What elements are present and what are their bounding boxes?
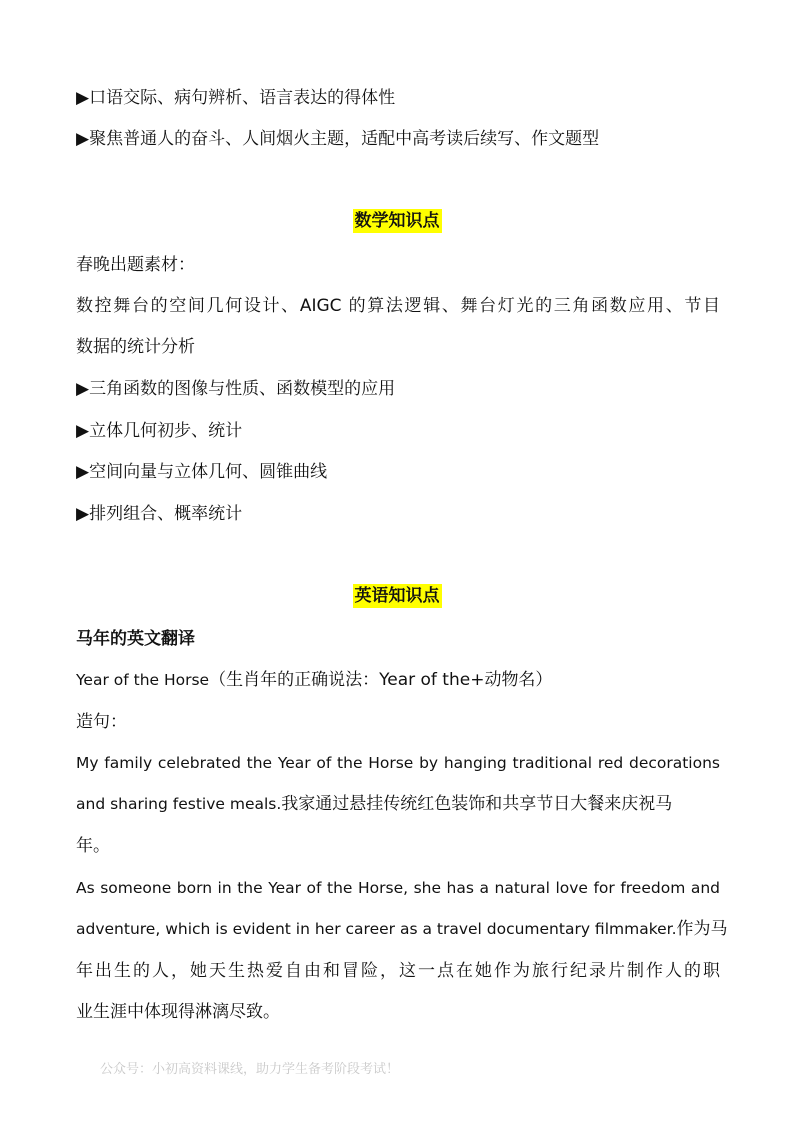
example-2-line-2-en: adventure, which is evident in her career as a travel documentary filmmaker. (76, 920, 677, 938)
example-1-line-3: 年。 (76, 836, 110, 856)
math-bullet-1: ▶三角函数的图像与性质、函数模型的应用 (76, 379, 396, 399)
example-2-line-1: As someone born in the Year of the Horse, she has a natural love for freedom and (76, 879, 720, 897)
math-heading (0, 209, 794, 233)
chinese-bullet-2: ▶聚焦普通人的奋斗、人间烟火主题，适配中高考读后续写、作文题型 (76, 129, 600, 149)
translation-line (76, 668, 720, 692)
example-1-line-2 (76, 792, 720, 816)
translation-en: Year of the Horse (76, 671, 210, 689)
math-bullet-3: ▶空间向量与立体几何、圆锥曲线 (76, 462, 328, 482)
example-2-line-4: 业生涯中体现得淋漓尽致。 (76, 1002, 280, 1022)
math-bullet-2: ▶立体几何初步、统计 (76, 421, 243, 441)
example-2-line-2-zh: 作为马 (676, 919, 728, 939)
sentence-label: 造句： (76, 712, 127, 732)
footer-watermark: 公众号：小初高资料课线，助力学生备考阶段考试！ (100, 1062, 400, 1077)
english-heading (0, 584, 794, 608)
math-intro-label: 春晚出题素材： (76, 255, 195, 275)
math-intro-line-1: 数控舞台的空间几何设计、AIGC 的算法逻辑、舞台灯光的三角函数应用、节目 (76, 296, 720, 316)
english-subheading: 马年的英文翻译 (76, 629, 195, 649)
math-bullet-4: ▶排列组合、概率统计 (76, 504, 243, 524)
english-heading-label: 英语知识点 (354, 586, 440, 606)
example-1-line-2-zh: 我家通过悬挂传统红色装饰和共享节日大餐来庆祝马 (281, 794, 673, 814)
example-1-line-1: My family celebrated the Year of the Horse by hanging traditional red decorations (76, 754, 720, 772)
example-1-line-2-en: and sharing festive meals. (76, 795, 282, 813)
example-2-line-3: 年出生的人，她天生热爱自由和冒险，这一点在她作为旅行纪录片制作人的职 (76, 961, 720, 981)
example-2-line-2 (76, 917, 728, 941)
chinese-bullet-1: ▶口语交际、病句辨析、语言表达的得体性 (76, 88, 396, 108)
math-heading-label: 数学知识点 (354, 211, 440, 231)
translation-note: （生肖年的正确说法：Year of the+动物名） (209, 670, 553, 690)
math-intro-line-2: 数据的统计分析 (76, 337, 195, 357)
